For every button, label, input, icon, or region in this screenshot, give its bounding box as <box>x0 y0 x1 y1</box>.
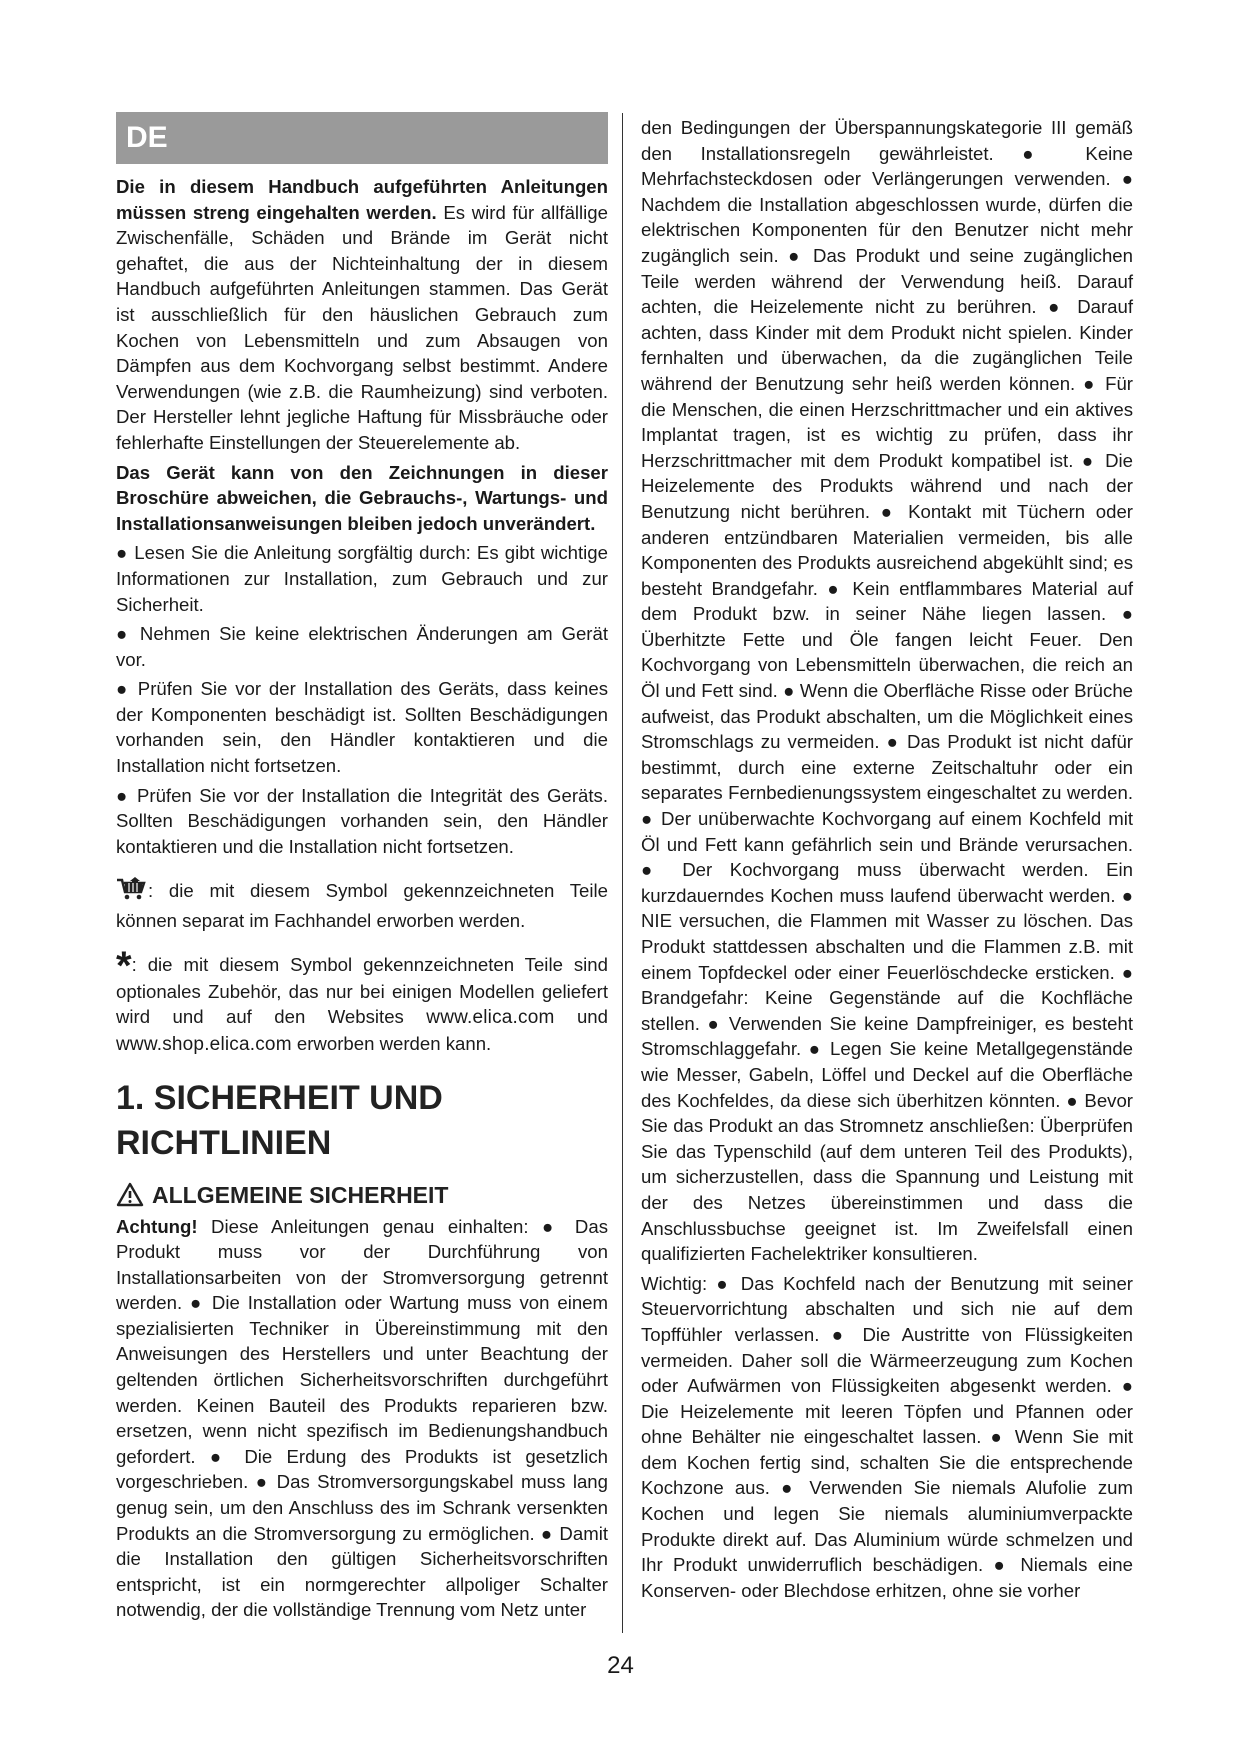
optional-note-text: erworben werden kann. <box>291 1032 492 1054</box>
intro-paragraph <box>116 174 608 456</box>
website-link[interactable]: www.elica.com <box>426 1007 555 1029</box>
page-number: 24 <box>607 1652 634 1679</box>
drawings-notice: Das Gerät kann von den Zeichnungen in dieser Broschüre abweichen, die Gebrauchs-, Wartungs- und Installationsanweisungen bleiben jedoch unverändert. <box>116 461 608 534</box>
bullet-item: ● Prüfen Sie vor der Installation die Integrität des Geräts. Sollten Beschädigungen vorhanden sein, den Händler kontaktieren und die Installation nicht fortsetzen. <box>116 784 608 857</box>
column-divider <box>622 113 623 1633</box>
section-title: 1. SICHERHEIT UND RICHTLINIEN <box>116 1078 443 1162</box>
intro-bold: Die in diesem Handbuch aufgeführten Anleitungen müssen streng eingehalten werden. <box>116 176 608 223</box>
bullet-item: ● Lesen Sie die Anleitung sorgfältig durch: Es gibt wichtige Informationen zur Installation, zum Gebrauch und zur Sicherheit. <box>116 542 608 615</box>
achtung-paragraph <box>116 1214 608 1624</box>
optional-note-text: : die mit diesem Symbol gekennzeichneten Teile sind optionales Zubehör, das nur bei einigen Modellen geliefert wird und auf den Websites <box>116 953 608 1028</box>
bullet-item: ● Nehmen Sie keine elektrischen Änderungen am Gerät vor. <box>116 623 608 670</box>
shopping-cart-icon <box>116 877 146 908</box>
bullet-item: ● Prüfen Sie vor der Installation des Geräts, dass keines der Komponenten beschädigt ist. Sollten Beschädigungen vorhanden sein, den Händler kontaktieren und die Installation nicht fortsetzen. <box>116 678 608 777</box>
safety-paragraph: den Bedingungen der Überspannungskategorie III gemäß den Installationsregeln gewährleistet. ● Keine Mehrfachsteckdosen oder Verlängerungen verwenden. ● Nachdem die Installation abgeschlossen wurde, dürfen die elektrischen Komponenten für den Benutzer nicht mehr zugänglich sein. ● Das Produkt und seine zugänglichen Teile werden während der Verwendung heiß. Darauf achten, die Heizelemente nicht zu berühren. ● Darauf achten, dass Kinder mit dem Produkt nicht spielen. Kinder fernhalten und überwachen, da die zugänglichen Teile während der Benutzung sehr heiß werden können. ● Für die Menschen, die einen Herzschrittmacher und ein aktives Implantat tragen, ist es wichtig zu prüfen, dass ihr Herzschrittmacher mit dem Produkt kompatibel ist. ● Die Heizelemente des Produkts während und nach der Benutzung nicht berühren. ● Kontakt mit Tüchern oder anderen entzündbaren Materialien vermeiden, bis alle Komponenten des Produkts ausreichend abgekühlt sind; es besteht Brandgefahr. ● Kein entflammbares Material auf dem Produkt bzw. in seiner Nähe liegen lassen. ● Überhitzte Fette und Öle fangen leicht Feuer. Den Kochvorgang von Lebensmitteln überwachen, die reich an Öl und Fett sind. ● Wenn die Oberfläche Risse oder Brüche aufweist, das Produkt abschalten, um die Möglichkeit eines Stromschlags zu vermeiden. ● Das Produkt ist nicht dafür bestimmt, durch eine externe Zeitschaltuhr oder ein separates Fernbedienungssystem eingeschaltet zu werden. ● Der unüberwachte Kochvorgang auf einem Kochfeld mit Öl und Fett kann gefährlich sein und Brände verursachen. ● Der Kochvorgang muss überwacht werden. Ein kurzdauerndes Kochen muss laufend überwacht werden. ● NIE versuchen, die Flammen mit Wasser zu löschen. Das Produkt stattdessen abschalten und die Flammen z.B. mit einem Topfdeckel oder einer Feuerlöschdecke ersticken. ● Brandgefahr: Keine Gegenstände auf die Kochfläche stellen. ● Verwenden Sie keine Dampfreiniger, es besteht Stromschlaggefahr. ● Legen Sie keine Metallgegenstände wie Messer, Gabeln, Löffel und Deckel auf die Oberfläche des Kochfeldes, da diese sich überhitzen könnten. ● Bevor Sie das Produkt an das Stromnetz anschließen: Überprüfen Sie das Typenschild (auf dem unteren Teil des Produkts), um sicherzustellen, dass die Spannung und Leistung mit der des Netzes übereinstimmen und dass die Anschlussbuchse geeignet ist. Im Zweifelsfall einen qualifizierten Fachelektriker konsultieren. <box>641 117 1133 1265</box>
optional-symbol-note <box>116 943 608 1058</box>
intro-text: Es wird für allfällige Zwischenfälle, Schäden und Brände im Gerät nicht gehaftet, die aus der Nichteinhaltung der in diesem Handbuch aufgeführten Anleitungen stammen. Das Gerät ist ausschließlich für den häuslichen Gebrauch zum Kochen von Lebensmitteln und zum Absaugen von Dämpfen aus dem Kochvorgang selbst bestimmt. Andere Verwendungen (wie z.B. die Raumheizung) sind verboten. Der Hersteller lehnt jegliche Haftung für Missbräuche oder fehlerhafte Einstellungen der Steuerelemente ab. <box>116 201 608 453</box>
cart-symbol-note <box>116 877 608 933</box>
left-column <box>116 112 608 1627</box>
cart-note-text: : die mit diesem Symbol gekennzeichneten Teile können separat im Fachhandel erworben werden. <box>116 880 608 932</box>
right-column <box>641 115 1133 1607</box>
important-paragraph: Wichtig: ● Das Kochfeld nach der Benutzung mit seiner Steuervorrichtung abschalten und sich nie auf dem Topffühler verlassen. ● Die Austritte von Flüssigkeiten vermeiden. Daher soll die Wärmeerzeugung zum Kochen oder Aufwärmen von Flüssigkeiten abgesenkt werden. ● Die Heizelemente mit leeren Töpfen und Pfannen oder ohne Behälter nie eingeschaltet lassen. ● Wenn Sie mit dem Kochen fertig sind, schalten Sie die entsprechende Kochzone aus. ● Verwenden Sie niemals Alufolie zum Kochen und legen Sie niemals aluminiumverpackte Produkte direkt auf. Das Aluminium würde schmelzen und Ihr Produkt unwiderruflich beschädigen. ● Niemals eine Konserven- oder Blechdose erhitzen, ohne sie vorher <box>641 1272 1133 1601</box>
subsection-title-text: ALLGEMEINE SICHERHEIT <box>152 1181 449 1208</box>
achtung-text: Diese Anleitungen genau einhalten: ● Das Produkt muss vor der Durchführung von Installationsarbeiten von der Stromversorgung getrennt werden. ● Die Installation oder Wartung muss von einem spezialisierten Techniker in Übereinstimmung mit den Anweisungen des Herstellers und unter Beachtung der geltenden örtlichen Sicherheitsvorschriften durchgeführt werden. Keinen Bauteil des Produkts reparieren bzw. ersetzen, wenn nicht spezifisch im Bedienungshandbuch gefordert. ● Die Erdung des Produkts ist gesetzlich vorgeschrieben. ● Das Stromversorgungskabel muss lang genug sein, um den Anschluss des im Schrank versenkten Produkts an die Stromversorgung zu ermöglichen. ● Damit die Installation den gültigen Sicherheitsvorschriften entspricht, ist ein normgerechter allpoliger Schalter notwendig, der die vollständige Trennung vom Netz unter <box>116 1215 608 1621</box>
achtung-label: Achtung! <box>116 1215 198 1237</box>
asterisk-icon: * <box>116 943 132 988</box>
optional-note-text: und <box>554 1006 608 1028</box>
shop-website-link[interactable]: www.shop.elica.com <box>116 1033 292 1055</box>
language-header: DE <box>116 112 608 164</box>
warning-triangle-icon <box>116 1182 144 1207</box>
subsection-title <box>116 1180 608 1210</box>
